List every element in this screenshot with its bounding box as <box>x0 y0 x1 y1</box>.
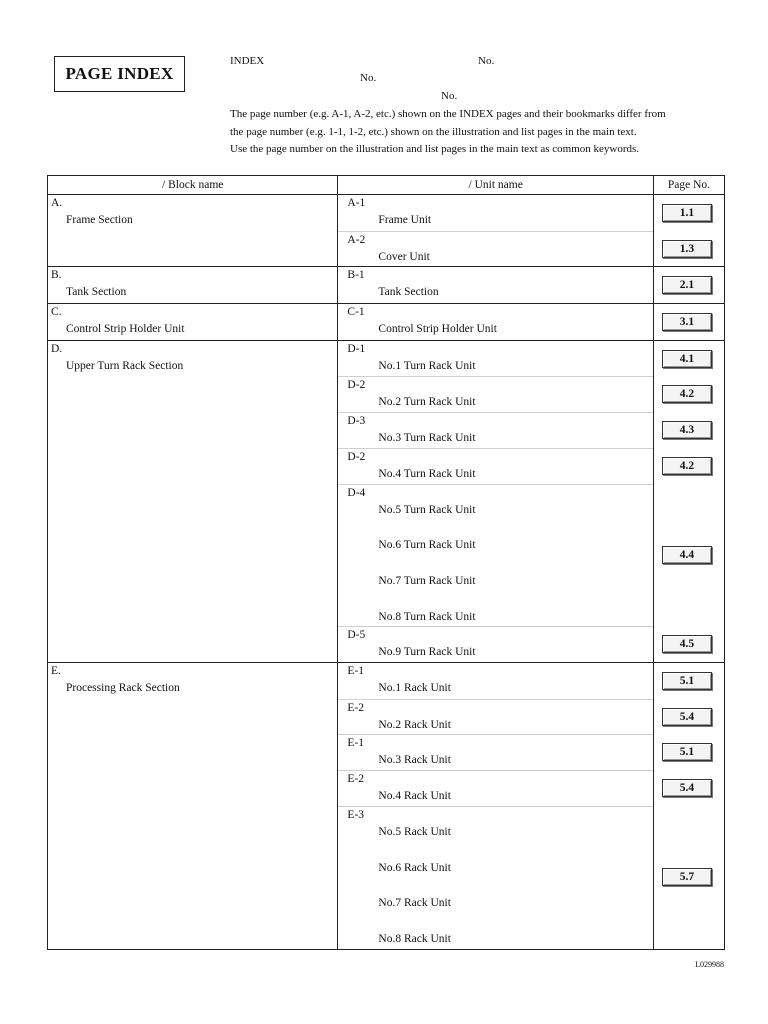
page-index-table <box>47 175 725 950</box>
section-row <box>48 340 725 662</box>
unit-entry <box>338 231 652 267</box>
unit-code: E-2 <box>347 773 365 786</box>
unit-name: Control Strip Holder Unit <box>378 323 497 336</box>
unit-entry <box>338 376 652 412</box>
unit-name: Frame Unit <box>378 214 432 226</box>
block-cell <box>48 304 338 341</box>
unit-code: B-1 <box>347 269 365 282</box>
number-label: No. <box>478 55 495 67</box>
unit-name: No.4 Rack Unit <box>378 790 451 803</box>
block-cell <box>48 195 338 267</box>
unit-entry <box>338 663 652 699</box>
unit-entry <box>338 304 652 340</box>
unit-name: No.7 Turn Rack Unit <box>378 574 476 587</box>
unit-entry <box>338 484 652 627</box>
unit-name: No.2 Rack Unit <box>378 718 451 731</box>
unit-entry <box>338 412 652 448</box>
page-link-button[interactable]: 4.2 <box>662 457 712 475</box>
block-name: Processing Rack Section <box>66 682 180 695</box>
unit-code: C-1 <box>347 306 365 319</box>
section-row <box>48 267 725 304</box>
unit-cell <box>338 267 653 304</box>
unit-entry <box>338 448 652 484</box>
unit-entry <box>338 699 652 735</box>
section-row <box>48 663 725 950</box>
unit-name: No.6 Rack Unit <box>378 861 451 874</box>
page-cell <box>653 304 724 341</box>
unit-name: No.5 Turn Rack Unit <box>378 503 476 516</box>
unit-code: A-2 <box>347 233 366 246</box>
page-no-header: Page No. <box>653 176 724 195</box>
unit-name: No.3 Rack Unit <box>378 754 451 767</box>
unit-name: Tank Section <box>378 286 439 299</box>
unit-entry <box>338 195 652 231</box>
unit-name-header: / Unit name <box>338 176 653 195</box>
section-row <box>48 304 725 341</box>
page-link-button[interactable]: 5.4 <box>662 708 712 726</box>
page-link-button[interactable]: 5.4 <box>662 779 712 797</box>
page-link-button[interactable]: 4.5 <box>662 635 712 653</box>
block-name: Tank Section <box>66 286 127 299</box>
unit-cell <box>338 195 653 267</box>
unit-entry <box>338 770 652 806</box>
unit-name: No.1 Rack Unit <box>378 682 451 695</box>
block-cell <box>48 663 338 950</box>
unit-name: Cover Unit <box>378 250 430 263</box>
page-cell <box>653 195 724 267</box>
page-link-button[interactable]: 4.1 <box>662 350 712 368</box>
unit-entry <box>338 626 652 662</box>
unit-name: No.4 Turn Rack Unit <box>378 467 476 480</box>
block-name: Frame Section <box>66 214 133 226</box>
number-label: No. <box>441 90 458 102</box>
unit-name: No.9 Turn Rack Unit <box>378 646 476 659</box>
page-link-button[interactable]: 5.1 <box>662 743 712 761</box>
page-cell <box>653 340 724 662</box>
unit-code: E-3 <box>347 808 365 821</box>
block-code: C. <box>51 306 62 319</box>
unit-entry <box>338 734 652 770</box>
unit-name: No.3 Turn Rack Unit <box>378 432 476 445</box>
page-link-button[interactable]: 4.3 <box>662 421 712 439</box>
block-name: Control Strip Holder Unit <box>66 323 185 336</box>
document-code: L029988 <box>695 960 724 969</box>
block-cell <box>48 267 338 304</box>
block-cell <box>48 340 338 662</box>
unit-code: E-1 <box>347 665 365 678</box>
intro-line: The page number (e.g. A-1, A-2, etc.) shown on the INDEX pages and their bookmarks differ from <box>230 108 666 120</box>
page-link-button[interactable]: 5.7 <box>662 868 712 886</box>
page-link-button[interactable]: 1.1 <box>662 204 712 222</box>
page-link-button[interactable]: 4.2 <box>662 385 712 403</box>
unit-name: No.1 Turn Rack Unit <box>378 359 476 372</box>
unit-code: E-2 <box>347 701 365 714</box>
page-link-button[interactable]: 1.3 <box>662 240 712 258</box>
number-label: No. <box>360 72 377 84</box>
unit-entry <box>338 267 652 303</box>
page-link-button[interactable]: 2.1 <box>662 276 712 294</box>
intro-line: Use the page number on the illustration and list pages in the main text as common keywords. <box>230 143 640 155</box>
page-link-button[interactable]: 4.4 <box>662 546 712 564</box>
unit-code: D-5 <box>347 629 366 642</box>
unit-code: D-2 <box>347 379 366 392</box>
page-cell <box>653 663 724 950</box>
unit-cell <box>338 663 653 950</box>
index-table-body <box>48 195 725 950</box>
intro-line: the page number (e.g. 1-1, 1-2, etc.) shown on the illustration and list pages in the main text. <box>230 125 637 138</box>
block-code: B. <box>51 269 62 282</box>
unit-code: D-1 <box>347 342 366 355</box>
unit-entry <box>338 341 652 377</box>
unit-code: E-1 <box>347 737 365 750</box>
unit-name: No.5 Rack Unit <box>378 825 451 838</box>
block-code: D. <box>51 342 63 355</box>
unit-name: No.2 Turn Rack Unit <box>378 396 476 409</box>
block-name-header: / Block name <box>48 176 338 195</box>
section-row <box>48 195 725 267</box>
block-code: E. <box>51 665 61 678</box>
unit-name: No.8 Turn Rack Unit <box>378 610 476 623</box>
block-code: A. <box>51 197 63 209</box>
intro-note <box>230 106 666 159</box>
unit-code: D-4 <box>347 486 366 499</box>
unit-name: No.6 Turn Rack Unit <box>378 539 476 552</box>
unit-name: No.7 Rack Unit <box>378 897 451 910</box>
unit-cell <box>338 304 653 341</box>
block-name: Upper Turn Rack Section <box>66 359 184 372</box>
unit-code: A-1 <box>347 197 366 209</box>
unit-code: D-3 <box>347 415 366 428</box>
unit-entry <box>338 806 652 949</box>
page-title: PAGE INDEX <box>54 56 185 92</box>
table-header-row <box>48 176 725 195</box>
unit-cell <box>338 340 653 662</box>
page-cell <box>653 267 724 304</box>
page-link-button[interactable]: 5.1 <box>662 672 712 690</box>
unit-code: D-2 <box>347 450 366 463</box>
unit-name: No.8 Rack Unit <box>378 932 451 945</box>
index-label: INDEX <box>230 55 265 67</box>
page-link-button[interactable]: 3.1 <box>662 313 712 331</box>
